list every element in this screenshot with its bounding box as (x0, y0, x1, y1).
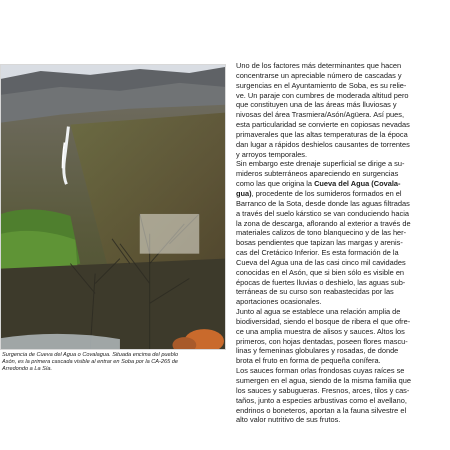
body-line: brota el fruto en forma de pequeña conífera. (236, 356, 381, 366)
body-line: sumergen en el agua, siendo de la misma familia que (236, 376, 412, 385)
body-line: terráneas de su curso son reabastecidas por las (236, 287, 394, 297)
body-line: linas y femeninas globulares y rosadas, de donde (236, 346, 399, 356)
body-line: surgencias en el Ayuntamiento de Soba, es su relie- (236, 80, 407, 90)
body-line: dan lugar a rápidos deshielos causantes de torrentes (236, 139, 410, 149)
body-line: nivosas del área Trasmiera/Asón/Agüera. Así pues, (236, 110, 405, 120)
body-line: bosas pendientes que tapizan las margas y arenis- (236, 238, 403, 248)
body-line: y arroyos temporales. (236, 149, 308, 159)
photo-waterfall-cave (0, 64, 226, 350)
body-line: materiales calizos de tono blanquecino y de las her- (236, 228, 407, 238)
body-line: Los sauces forman orlas frondosas cuyas raíces se (236, 366, 405, 376)
body-line: los sauces y sabugueras. Fresnos, arces, tilos y cas- (236, 385, 410, 395)
body-line: ve. Un paraje con cumbres de moderada altitud pero (236, 90, 409, 100)
caption-line: Arredondo a La Sía. (2, 366, 53, 373)
body-line: cas del Cretácico Inferior. Es esta formación de la (236, 248, 399, 258)
photo-caption (2, 352, 226, 374)
body-line: primeros, con hojas dentadas, poseen flores mascu- (236, 336, 408, 346)
body-line: conocidas en el Asón, que si bien sólo es visible en (236, 267, 405, 277)
body-line: taños, junto a especies arbustivas como el avellano, (236, 395, 407, 405)
body-line: endrinos o boneteros, aportan a la fauna silvestre el (236, 405, 407, 415)
body-line: Junto al agua se establece una relación amplia de (236, 307, 401, 317)
body-line: a través del suelo kárstico se van conduciendo hacia (236, 208, 409, 218)
landscape-photo-icon (1, 65, 225, 349)
bold-cueva-del-agua: Cueva del Agua (Covala- (314, 179, 401, 189)
body-line: aportaciones ocasionales. (236, 297, 322, 307)
body-line: la zona de descarga, aflorando al exterior a través de (236, 218, 411, 228)
body-line: Uno de los factores más determinantes que hacen (236, 61, 402, 70)
body-line: primaverales que las altas temperaturas de la época (236, 129, 408, 139)
body-line: Barranco de la Sota, desde donde las aguas filtradas (236, 198, 410, 208)
caption-line: Asón, es la primera cascada visible al entrar en Soba por la CA-265 de (2, 359, 178, 366)
body-line: épocas de fuertes lluvias o deshielo, las aguas sub- (236, 277, 406, 287)
body-line: ce una amplia muestra de alisos y sauces. Altos los (236, 326, 405, 336)
body-line-text: , procedente de los sumideros formados en el (251, 188, 402, 198)
caption-line: Surgencia de Cueva del Agua o Covalagua. Situada encima del pueblo (2, 352, 179, 358)
body-line: biodiversidad, siendo el bosque de ribera el que ofre- (236, 316, 411, 326)
body-line-text: como las que origina la (236, 179, 315, 189)
body-text (236, 61, 446, 425)
body-line: que constituyen una de las áreas más lluviosas y (236, 100, 397, 110)
body-line: Sin embargo este drenaje superficial se dirige a su- (236, 159, 405, 169)
body-line: Cueva del Agua una de las casi cinco mil cavidades (236, 257, 406, 267)
body-line: concentrarse un apreciable número de cascadas y (236, 70, 402, 80)
bold-gua: gua) (236, 188, 252, 198)
body-line: esta particularidad se convierte en copiosas nevadas (236, 120, 410, 130)
body-line (236, 179, 446, 189)
body-line: mideros subterráneos apareciendo en surgencias (236, 169, 399, 179)
body-line: alto valor nutritivo de sus frutos. (236, 415, 341, 425)
body-line (236, 189, 446, 199)
